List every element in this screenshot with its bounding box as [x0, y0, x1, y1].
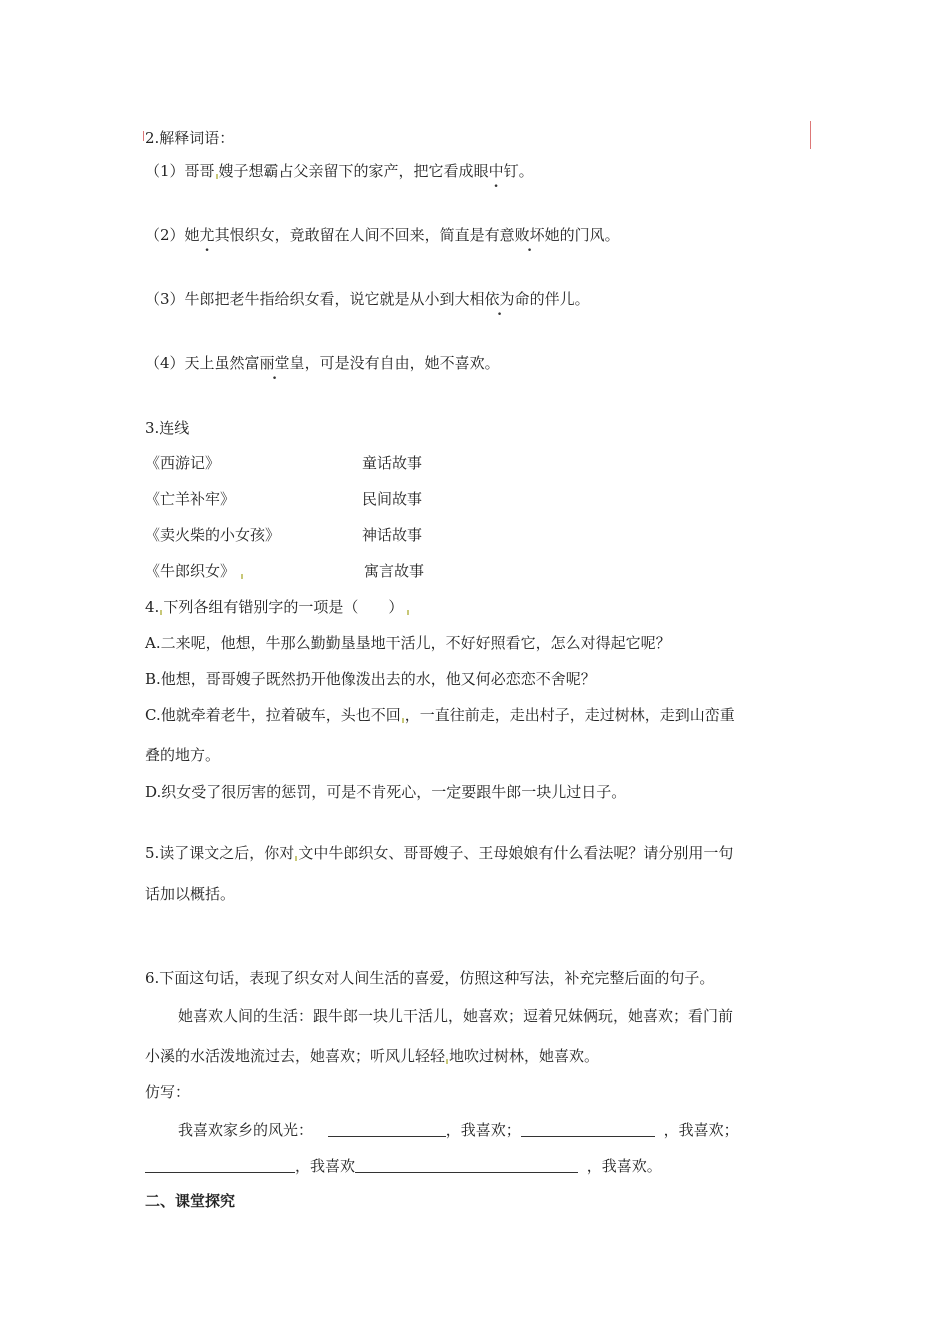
blank-field-2[interactable]: [521, 1121, 655, 1137]
q6-imitate-line-1: 我喜欢家乡的风光： ，我喜欢； ，我喜欢；: [178, 1121, 739, 1139]
blank-field-1[interactable]: [328, 1121, 446, 1137]
q2-title: 2.解释词语：: [145, 129, 235, 147]
q2-item-3: （3）牛郎把老牛指给织女看，说它就是从小到大相依为命的伴儿。: [145, 290, 590, 308]
dotted-word: 富丽堂皇: [244, 354, 305, 372]
q6-title: 6.下面这句话，表现了织女对人间生活的喜爱，仿照这种写法，补充完整后面的句子。: [145, 969, 715, 987]
q6-para-2: 小溪的水活泼地流过去，她喜欢；听风儿轻轻 地吹过树林，她喜欢。: [145, 1047, 600, 1065]
dotted-word: 败坏: [514, 226, 545, 244]
q3-left-3[interactable]: 《卖火柴的小女孩》: [145, 526, 281, 544]
q4-option-b[interactable]: B.他想，哥哥嫂子既然扔开他像泼出去的水，他又何必恋恋不舍呢？: [145, 670, 596, 688]
q2-item-4: （4）天上虽然富丽堂皇，可是没有自由，她不喜欢。: [145, 354, 500, 372]
dotted-word: 尤: [199, 226, 215, 244]
q3-left-4[interactable]: 《牛郎织女》: [145, 561, 244, 581]
q4-option-c-cont: 叠的地方。: [145, 746, 221, 764]
q3-right-3[interactable]: 神话故事: [362, 526, 423, 544]
q4-option-c[interactable]: C.他就牵着老牛，拉着破车，头也不回 ，一直往前走，走出村子，走过树林，走到山峦重: [145, 706, 735, 724]
q3-title: 3.连线: [145, 419, 190, 437]
blank-field-3[interactable]: [145, 1157, 295, 1173]
dotted-word: 相依为命: [469, 290, 530, 308]
q2-item-1: （1）哥哥 嫂子想霸占父亲留下的家产，把它看成眼中钉。: [145, 162, 534, 180]
q3-right-2[interactable]: 民间故事: [362, 490, 423, 508]
q3-right-1[interactable]: 童话故事: [362, 454, 423, 472]
q4-option-d[interactable]: D.织女受了很厉害的惩罚，可是不肯死心，一定要跟牛郎一块儿过日子。: [145, 783, 627, 801]
q5-line-2: 话加以概括。: [145, 885, 236, 903]
q5-line-1: 5.读了课文之后，你对 文中牛郎织女、哥哥嫂子、王母娘娘有什么看法呢？请分别用一句: [145, 844, 734, 862]
q4-title: 4. 下列各组有错别字的一项是（ ）: [145, 597, 410, 617]
q6-imitate-label: 仿写：: [145, 1083, 191, 1101]
blank-field-4[interactable]: [355, 1157, 578, 1173]
margin-right-mark: [810, 121, 811, 149]
q6-imitate-line-2: ，我喜欢 ，我喜欢。: [145, 1156, 662, 1176]
q2-item-2: （2）她尤其恨织女，竟敢留在人间不回来，简直是有意败坏她的门风。: [145, 226, 620, 244]
margin-corner-mark: [143, 131, 144, 141]
dotted-word: 眼中钉: [473, 162, 519, 180]
q3-right-4[interactable]: 寓言故事: [364, 562, 425, 580]
q3-left-1[interactable]: 《西游记》: [145, 454, 221, 472]
q4-option-a[interactable]: A.二来呢，他想，牛那么勤勤垦垦地干活儿，不好好照看它，怎么对得起它呢？: [145, 634, 671, 652]
section-2-title: 二、课堂探究: [145, 1192, 236, 1210]
q6-para-1: 她喜欢人间的生活：跟牛郎一块儿干活儿，她喜欢；逗着兄妹俩玩，她喜欢；看门前: [178, 1007, 734, 1025]
q3-left-2[interactable]: 《亡羊补牢》: [145, 490, 236, 508]
